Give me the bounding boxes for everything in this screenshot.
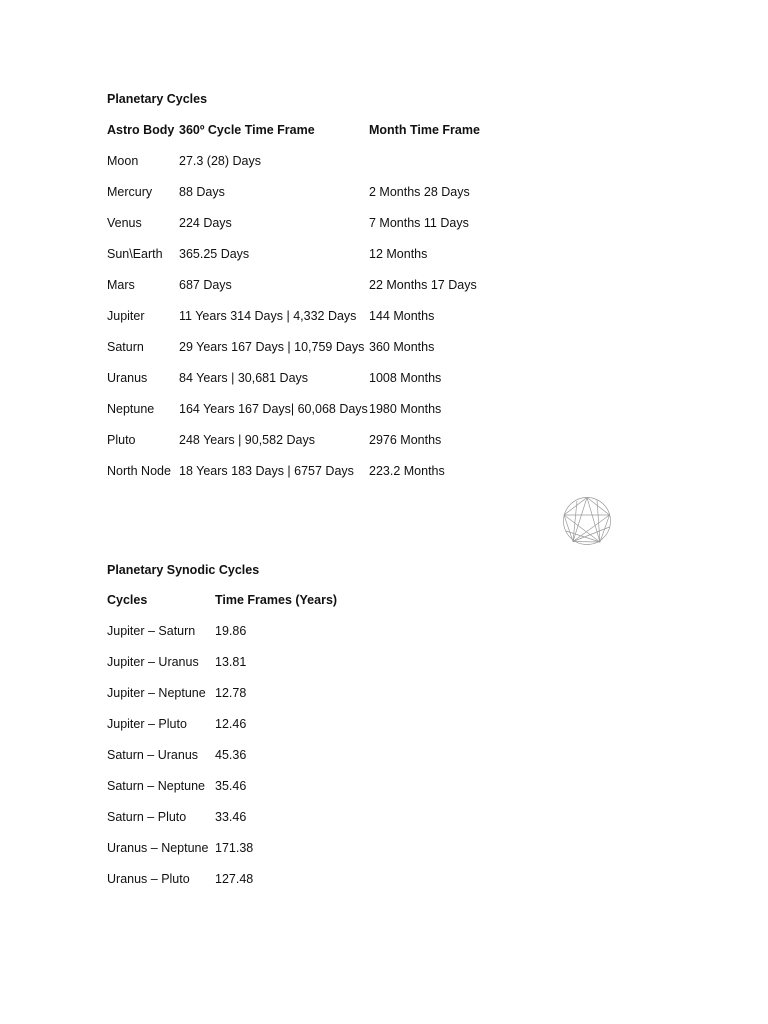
astro-body-cell: Saturn: [107, 340, 144, 354]
cycle-time-cell: 11 Years 314 Days | 4,332 Days: [179, 309, 357, 323]
cycle-time-cell: 84 Years | 30,681 Days: [179, 371, 309, 385]
cycle-time-cell: 365.25 Days: [179, 247, 250, 261]
cycle-pair-cell: Saturn – Pluto: [107, 810, 187, 824]
cycle-pair-cell: Jupiter – Pluto: [107, 717, 187, 731]
header-astro-body: Astro Body: [107, 123, 175, 137]
month-time-cell: 22 Months 17 Days: [369, 278, 477, 292]
astro-body-cell: Mars: [107, 278, 135, 292]
cycle-time-cell: 224 Days: [179, 216, 232, 230]
month-time-cell: 144 Months: [369, 309, 435, 323]
cycle-time-cell: 88 Days: [179, 185, 225, 199]
astro-body-cell: Sun\Earth: [107, 247, 163, 261]
years-cell: 45.36: [215, 748, 247, 762]
cycle-time-cell: 27.3 (28) Days: [179, 154, 261, 168]
astro-body-cell: Moon: [107, 154, 139, 168]
years-cell: 13.81: [215, 655, 247, 669]
month-time-cell: 2976 Months: [369, 433, 442, 447]
astro-body-cell: Uranus: [107, 371, 148, 385]
cycle-time-cell: 29 Years 167 Days | 10,759 Days: [179, 340, 365, 354]
astro-body-cell: Mercury: [107, 185, 153, 199]
month-time-cell: 360 Months: [369, 340, 435, 354]
cycle-time-cell: 164 Years 167 Days| 60,068 Days: [179, 402, 368, 416]
cycle-time-cell: 687 Days: [179, 278, 232, 292]
astro-body-cell: Jupiter: [107, 309, 145, 323]
years-cell: 33.46: [215, 810, 247, 824]
geometric-circle-icon: [561, 495, 613, 547]
years-cell: 19.86: [215, 624, 247, 638]
astro-body-cell: Neptune: [107, 402, 155, 416]
years-cell: 12.78: [215, 686, 247, 700]
month-time-cell: 223.2 Months: [369, 464, 445, 478]
cycle-pair-cell: Jupiter – Neptune: [107, 686, 206, 700]
years-cell: 127.48: [215, 872, 254, 886]
cycle-pair-cell: Saturn – Uranus: [107, 748, 199, 762]
cycle-time-cell: 248 Years | 90,582 Days: [179, 433, 315, 447]
cycle-time-cell: 18 Years 183 Days | 6757 Days: [179, 464, 354, 478]
month-time-cell: 2 Months 28 Days: [369, 185, 470, 199]
years-cell: 12.46: [215, 717, 247, 731]
cycle-pair-cell: Saturn – Neptune: [107, 779, 205, 793]
month-time-cell: 7 Months 11 Days: [369, 216, 469, 230]
astro-body-cell: Venus: [107, 216, 142, 230]
planetary-cycles-title: Planetary Cycles: [107, 92, 208, 106]
astro-body-cell: Pluto: [107, 433, 136, 447]
cycle-pair-cell: Uranus – Pluto: [107, 872, 190, 886]
header-time-frames: Time Frames (Years): [215, 593, 338, 607]
month-time-cell: 12 Months: [369, 247, 428, 261]
cycle-pair-cell: Jupiter – Saturn: [107, 624, 196, 638]
header-cycle-time-frame: 360º Cycle Time Frame: [179, 123, 315, 137]
cycle-pair-cell: Uranus – Neptune: [107, 841, 209, 855]
header-cycles: Cycles: [107, 593, 148, 607]
synodic-cycles-title: Planetary Synodic Cycles: [107, 563, 260, 577]
header-month-time-frame: Month Time Frame: [369, 123, 480, 137]
years-cell: 171.38: [215, 841, 254, 855]
astro-body-cell: North Node: [107, 464, 171, 478]
month-time-cell: 1980 Months: [369, 402, 442, 416]
cycle-pair-cell: Jupiter – Uranus: [107, 655, 199, 669]
month-time-cell: 1008 Months: [369, 371, 442, 385]
years-cell: 35.46: [215, 779, 247, 793]
